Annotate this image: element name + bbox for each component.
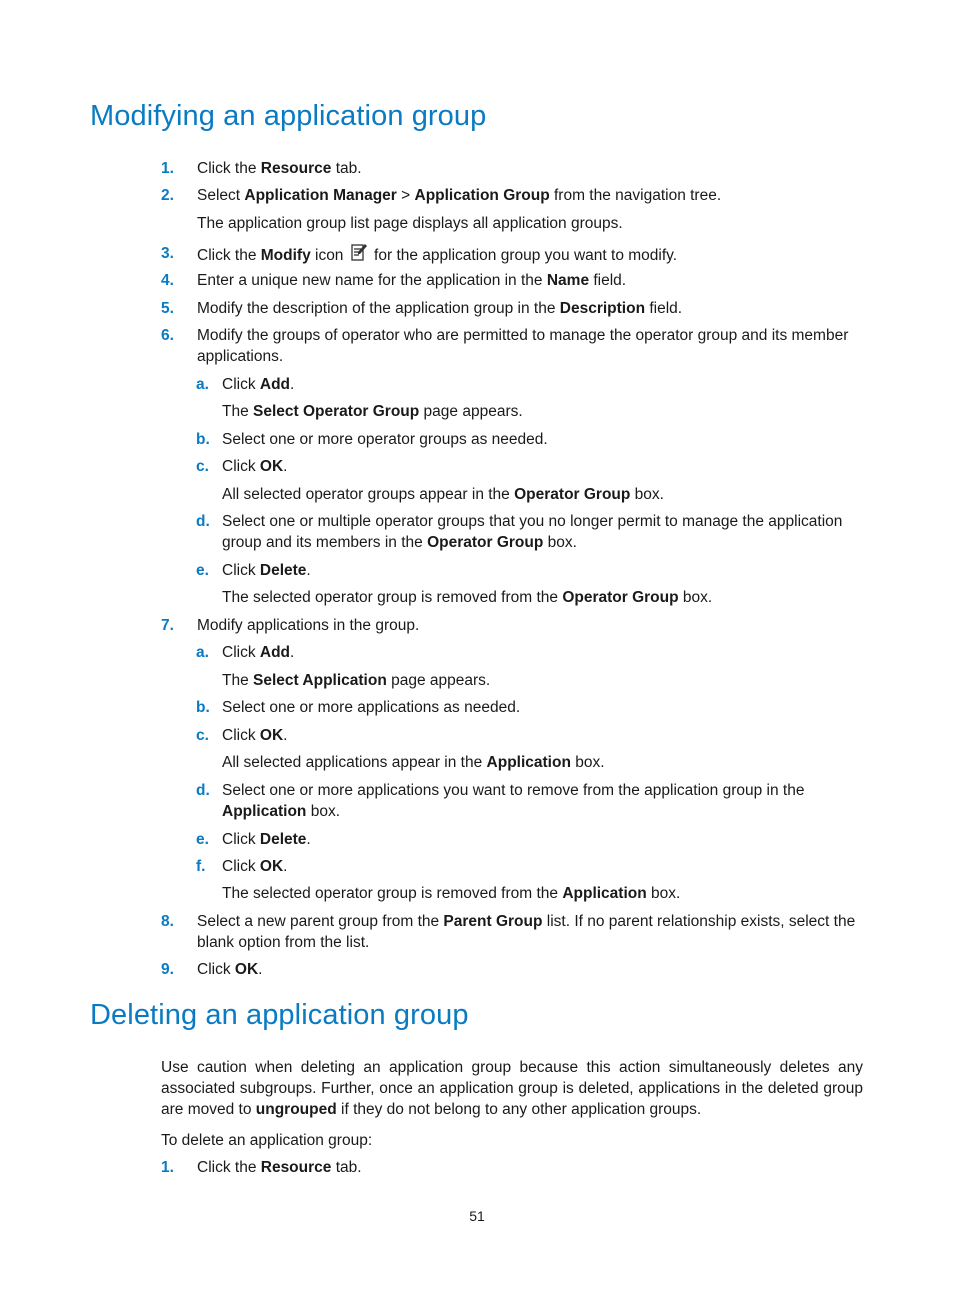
substep-note: The Select Operator Group page appears. xyxy=(222,403,523,420)
substep-letter: f. xyxy=(196,858,206,875)
substep-letter: c. xyxy=(196,727,209,744)
substep-text: Application box. xyxy=(222,803,340,820)
substep-note: All selected applications appear in the Application box. xyxy=(222,754,605,771)
step-number: 8. xyxy=(161,913,174,930)
substep-text: Click Delete. xyxy=(222,562,311,579)
section-title-deleting: Deleting an application group xyxy=(90,999,469,1031)
step-number: 1. xyxy=(161,160,174,177)
step-text: Enter a unique new name for the application in the Name field. xyxy=(197,272,627,289)
substep-letter: b. xyxy=(196,431,210,448)
body-paragraph-line: are moved to ungrouped if they do not belong to any other application groups. xyxy=(161,1101,702,1118)
section-title-modifying: Modifying an application group xyxy=(90,100,487,132)
body-paragraph-line: Use caution when deleting an application group because this action simultaneously deletes any xyxy=(161,1059,863,1076)
substep-letter: c. xyxy=(196,458,209,475)
substep-letter: d. xyxy=(196,782,210,799)
step-text: Select Application Manager > Application Group from the navigation tree. xyxy=(197,187,722,204)
step-number: 4. xyxy=(161,272,174,289)
intro-text: To delete an application group: xyxy=(161,1132,373,1149)
substep-note: The Select Application page appears. xyxy=(222,672,491,689)
step-text: Click the Resource tab. xyxy=(197,160,362,177)
step-text: Click the Resource tab. xyxy=(197,1159,362,1176)
substep-text: Click OK. xyxy=(222,458,288,475)
step-note: The application group list page displays all application groups. xyxy=(197,215,623,232)
substep-text: Select one or multiple operator groups that you no longer permit to manage the application xyxy=(222,513,843,530)
step-number: 6. xyxy=(161,327,174,344)
page-number: 51 xyxy=(469,1208,485,1224)
step-text: blank option from the list. xyxy=(197,934,370,951)
substep-note: The selected operator group is removed from the Operator Group box. xyxy=(222,589,713,606)
substep-text: Select one or more applications you want to remove from the application group in the xyxy=(222,782,805,799)
substep-text: Select one or more operator groups as needed. xyxy=(222,431,548,448)
step-text: applications. xyxy=(197,348,284,365)
step-text: Click OK. xyxy=(197,961,263,978)
substep-letter: e. xyxy=(196,562,209,579)
body-paragraph-line: associated subgroups. Further, once an application group is deleted, applications in the deleted group xyxy=(161,1080,863,1097)
substep-note: All selected operator groups appear in the Operator Group box. xyxy=(222,486,664,503)
step-text: Select a new parent group from the Parent Group list. If no parent relationship exists, select the xyxy=(197,913,856,930)
substep-text: group and its members in the Operator Group box. xyxy=(222,534,577,551)
substep-letter: d. xyxy=(196,513,210,530)
substep-letter: a. xyxy=(196,376,209,393)
step-number: 3. xyxy=(161,245,174,262)
modify-icon xyxy=(350,243,368,263)
step-number: 5. xyxy=(161,300,174,317)
step-text: Modify the groups of operator who are permitted to manage the operator group and its member xyxy=(197,327,849,344)
step-number: 7. xyxy=(161,617,174,634)
substep-text: Select one or more applications as needed. xyxy=(222,699,521,716)
step-number: 2. xyxy=(161,187,174,204)
step-number: 1. xyxy=(161,1159,174,1176)
substep-letter: b. xyxy=(196,699,210,716)
step-text: Modify applications in the group. xyxy=(197,617,420,634)
substep-text: Click OK. xyxy=(222,858,288,875)
step-text: Click the Modify icon for the application group you want to modify. xyxy=(197,243,677,266)
substep-text: Click Add. xyxy=(222,644,295,661)
substep-note: The selected operator group is removed from the Application box. xyxy=(222,885,681,902)
substep-text: Click Delete. xyxy=(222,831,311,848)
substep-letter: a. xyxy=(196,644,209,661)
substep-letter: e. xyxy=(196,831,209,848)
step-text: Modify the description of the application group in the Description field. xyxy=(197,300,683,317)
step-number: 9. xyxy=(161,961,174,978)
substep-text: Click Add. xyxy=(222,376,295,393)
substep-text: Click OK. xyxy=(222,727,288,744)
